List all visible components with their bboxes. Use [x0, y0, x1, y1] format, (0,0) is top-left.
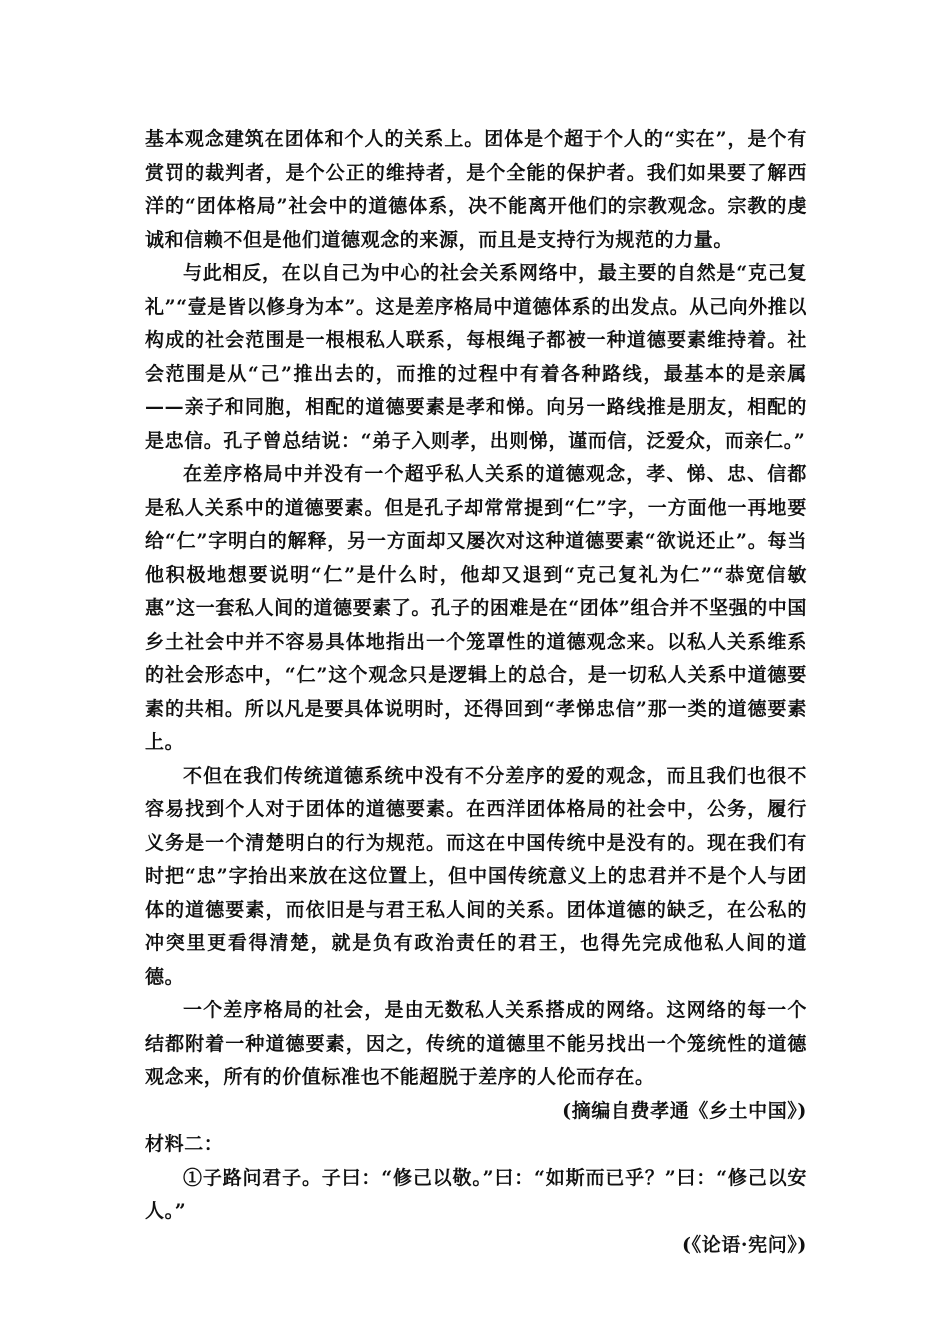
source-citation-2: (《论语·宪问》)	[682, 1233, 807, 1256]
material-two-heading: 材料二：	[145, 1133, 224, 1155]
paragraph-ren-concept: 在差序格局中并没有一个超乎私人关系的道德观念，孝、悌、忠、信都是私人关系中的道德要素。但是孔子却常常提到“仁”字，一方面他一再地要给“仁”字明白的解释，另一方面却又屡次对这种道德要素“欲说还止”。每当他积极地想要说明“仁”是什么时，他却又退到“克己复礼为仁”“恭宽信敏惠”这一套私人间的道德要素了。孔子的困难是在“团体”组合并不坚强的中国乡土社会中并不容易具体地指出一个笼罩性的道德观念来。以私人关系维系的社会形态中，“仁”这个观念只是逻辑上的总合，是一切私人关系中道德要素的共相。所以凡是要具体说明时，还得回到“孝悌忠信”那一类的道德要素上。	[145, 463, 807, 753]
material-two-quote: ①子路问君子。子曰：“修己以敬。”曰：“如斯而已乎？”曰：“修己以安人。”	[145, 1166, 807, 1222]
source-citation-1: (摘编自费孝通《乡土中国》)	[562, 1099, 807, 1122]
paragraph-self-cultivation: 与此相反，在以自己为中心的社会关系网络中，最主要的自然是“克己复礼”“壹是皆以修身为本”。这是差序格局中道德体系的出发点。从己向外推以构成的社会范围是一根根私人联系，每根绳子都被一种道德要素维持着。社会范围是从“己”推出去的，而推的过程中有着各种路线，最基本的是亲属——亲子和同胞，相配的道德要素是孝和悌。向另一路线推是朋友，相配的是忠信。孔子曾总结说：“弟子入则孝，出则悌，谨而信，泛爱众，而亲仁。”	[145, 262, 807, 452]
paragraph-continued: 基本观念建筑在团体和个人的关系上。团体是个超于个人的“实在”，是个有赏罚的裁判者，是个公正的维持者，是个全能的保护者。我们如果要了解西洋的“团体格局”社会中的道德体系，决不能离开他们的宗教观念。宗教的虔诚和信赖不但是他们道德观念的来源，而且是支持行为规范的力量。	[145, 128, 807, 251]
paragraph-group-morality: 不但在我们传统道德系统中没有不分差序的爱的观念，而且我们也很不容易找到个人对于团体的道德要素。在西洋团体格局的社会中，公务，履行义务是一个清楚明白的行为规范。而这在中国传统中是没有的。现在我们有时把“忠”字抬出来放在这位置上，但中国传统意义上的忠君并不是个人与团体的道德要素，而依旧是与君王私人间的关系。团体道德的缺乏，在公私的冲突里更看得清楚，就是负有政治责任的君王，也得先完成他私人间的道德。	[145, 764, 807, 988]
paragraph-conclusion: 一个差序格局的社会，是由无数私人关系搭成的网络。这网络的每一个结都附着一种道德要素，因之，传统的道德里不能另找出一个笼统性的道德观念来，所有的价值标准也不能超脱于差序的人伦而存在。	[145, 999, 807, 1088]
document-page	[145, 123, 807, 1262]
